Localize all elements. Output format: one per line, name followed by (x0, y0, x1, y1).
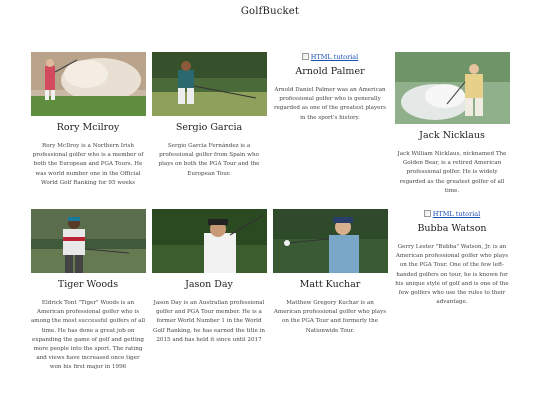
player-name: Rory Mcilroy (56, 122, 120, 133)
player-description: Gerry Lester "Bubba" Watson, Jr. is an American professional golfer who plays on the PGA Tour. One of the few left-handed golfers on tour, he is known for his unique style of golf and is one of the few golfers who use the rules to their advantage. (395, 244, 509, 306)
broken-image-icon (302, 53, 309, 60)
player-card-matt-kuchar (271, 209, 389, 336)
player-photo-matt-kuchar (273, 209, 388, 273)
player-photo-tiger-woods (31, 209, 146, 273)
player-name: Bubba Watson (417, 223, 487, 234)
player-description: Eldrick Tont "Tiger" Woods is an American professional golfer who is among the most successful golfers of all time. He has done a great job on expanding the game of golf and getting more people into the sport. The rating and views have increased once tiger won his first major in 1996 (30, 300, 146, 371)
player-name: Jack Nicklaus (419, 130, 485, 141)
player-photo-jason-day (152, 209, 267, 273)
site-title: GolfBucket (240, 6, 300, 17)
player-card-tiger-woods (29, 209, 147, 373)
player-photo-sergio-garcia (152, 52, 267, 116)
player-card-arnold-palmer (271, 52, 389, 123)
player-description: Jason Day is an Australian professional golfer and PGA Tour member. He is a former World Number 1 in the World Golf Ranking, he has earned the title in 2015 and has held it since until 2017 (152, 300, 266, 343)
player-name: Tiger Woods (57, 279, 119, 290)
broken-image-alt-text: HTML tutorial (310, 52, 359, 61)
player-photo-rory-mcilroy (31, 52, 146, 116)
broken-image-icon (424, 210, 431, 217)
player-card-rory-mcilroy (29, 52, 147, 188)
player-description: Rory McIlroy is a Northern Irish professional golfer who is a member of both the European and PGA Tours. He was world number one in the Official World Golf Ranking for 95 weeks (32, 143, 144, 186)
player-description: Matthew Gregory Kuchar is an American professional golfer who plays on the PGA Tour and formerly the Nationwide Tour. (273, 300, 387, 334)
player-name: Arnold Palmer (295, 66, 365, 77)
player-description: Sergio Garcia Fernández is a professional golfer from Spain who plays on both the PGA Tour and the European Tour. (158, 143, 260, 177)
player-photo-jack-nicklaus (395, 52, 510, 124)
player-card-bubba-watson (393, 209, 511, 307)
player-description: Jack William Nicklaus, nicknamed The Golden Bear, is a retired American professional golfer. He is widely regarded as the greatest golfer of all time. (397, 151, 507, 194)
broken-image-alt-text: HTML tutorial (432, 209, 481, 218)
player-description: Arnold Daniel Palmer was an American professional golfer who is generally regarded as one of the greatest players in the sport's history. (273, 87, 387, 121)
broken-image-link[interactable] (271, 52, 389, 61)
broken-image-link[interactable] (393, 209, 511, 218)
player-card-sergio-garcia (150, 52, 268, 179)
player-name: Matt Kuchar (299, 279, 361, 290)
player-card-jason-day (150, 209, 268, 345)
player-name: Jason Day (185, 279, 233, 290)
player-name: Sergio Garcia (175, 122, 243, 133)
player-card-jack-nicklaus (393, 52, 511, 196)
